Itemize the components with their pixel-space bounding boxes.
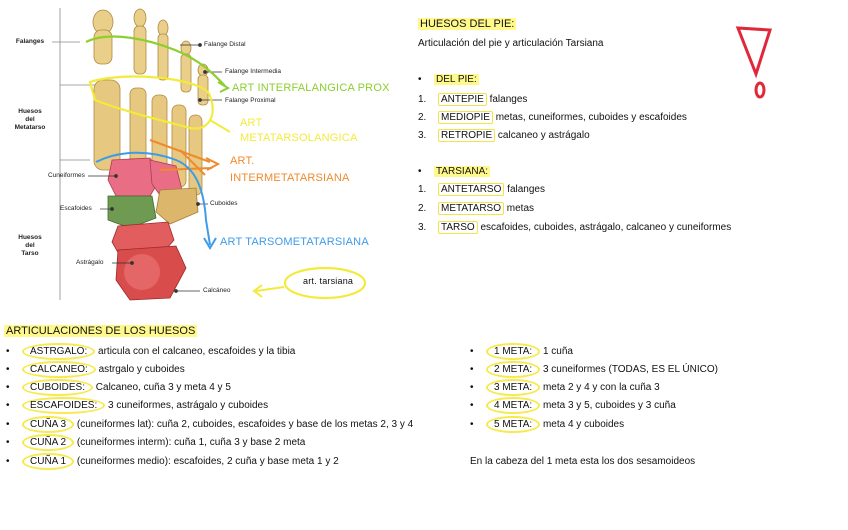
annotation-tarsometa: ART TARSOMETATARSIANA [220, 236, 369, 248]
meta-item: • 4 META: meta 3 y 5, cuboides y 3 cuña [470, 397, 676, 414]
del-pie-item-2: 2. MEDIOPIE metas, cuneiformes, cuboides y escafoides [418, 112, 687, 123]
articulacion-item: • CUÑA 1 (cuneiformes medio): escafoides, 2 cuña y base meta 1 y 2 [6, 453, 339, 470]
label-calcaneo: Calcáneo [203, 287, 231, 294]
tarsiana-heading: • TARSIANA: [418, 166, 489, 177]
tarsiana-item-2: 2. METATARSO metas [418, 203, 535, 214]
label-escafoides: Escafoides [60, 205, 92, 212]
label-astragalo: Astrágalo [76, 259, 104, 266]
side-label-metatarso: Huesos del Metatarso [14, 108, 46, 131]
articulacion-item: • CUBOIDES: Calcaneo, cuña 3 y meta 4 y 5 [6, 379, 231, 396]
notes-subtitle: Articulación del pie y articulación Tarsiana [418, 38, 604, 49]
annotation-interfalangica: ART INTERFALANGICA PROX [232, 82, 390, 94]
annotation-intermeta-line2: INTERMETATARSIANA [230, 172, 350, 184]
articulacion-item: • CUÑA 2 (cuneiformes interm): cuña 1, cuña 3 y base 2 meta [6, 434, 305, 451]
side-label-tarso: Huesos del Tarso [18, 234, 42, 257]
red-exclamation-mark [730, 22, 780, 102]
articulaciones-heading: ARTICULACIONES DE LOS HUESOS [6, 325, 196, 337]
label-falange-intermedia: Falange Intermedia [225, 68, 282, 75]
articulacion-item: • ESCAFOIDES: 3 cuneiformes, astrágalo y cuboides [6, 397, 268, 414]
annotation-metatarso-line2: METATARSOLANGICA [240, 132, 358, 144]
label-cuboides: Cuboides [210, 200, 238, 207]
tarsiana-item-3: 3. TARSO escafoides, cuboides, astrágalo, calcaneo y cuneiformes [418, 222, 732, 233]
cuboid-bone [156, 188, 198, 224]
label-cuneiformes: Cuneiformes [48, 172, 85, 179]
articulacion-item: • ASTRGALO: articula con el calcaneo, escafoides y la tibia [6, 343, 295, 360]
foot-illustration [0, 0, 400, 305]
label-falange-distal: Falange Distal [204, 41, 246, 48]
meta-item: • 3 META: meta 2 y 4 y con la cuña 3 [470, 379, 660, 396]
foot-anatomy-figure [0, 0, 400, 305]
side-label-falanges: Falanges [15, 38, 45, 45]
annotation-intermeta-line1: ART. [230, 155, 255, 167]
articulacion-item: • CUÑA 3 (cuneiformes lat): cuña 2, cuboides, escafoides y base de los metas 2, 3 y 4 [6, 416, 413, 433]
annotation-tarsiana: art. tarsiana [303, 276, 354, 286]
meta-item: • 5 META: meta 4 y cuboides [470, 416, 624, 433]
del-pie-item-3: 3. RETROPIE calcaneo y astrágalo [418, 130, 590, 141]
meta-item: • 1 META: 1 cuña [470, 343, 573, 360]
tarsiana-item-1: 1. ANTETARSO falanges [418, 184, 545, 195]
annotation-metatarso-line1: ART [240, 117, 263, 129]
del-pie-item-1: 1. ANTEPIE falanges [418, 94, 528, 105]
notes-title: HUESOS DEL PIE: [420, 18, 515, 30]
articulacion-item: • CALCANEO: astrgalo y cuboides [6, 361, 185, 378]
meta-item: • 2 META: 3 cuneiformes (TODAS, ES EL ÚNICO) [470, 361, 718, 378]
del-pie-heading: • DEL PIE: [418, 74, 477, 85]
label-falange-proximal: Falange Proximal [225, 97, 276, 104]
meta-footnote: En la cabeza del 1 meta esta los dos sesamoideos [470, 456, 696, 467]
left-region-lines [52, 8, 95, 300]
